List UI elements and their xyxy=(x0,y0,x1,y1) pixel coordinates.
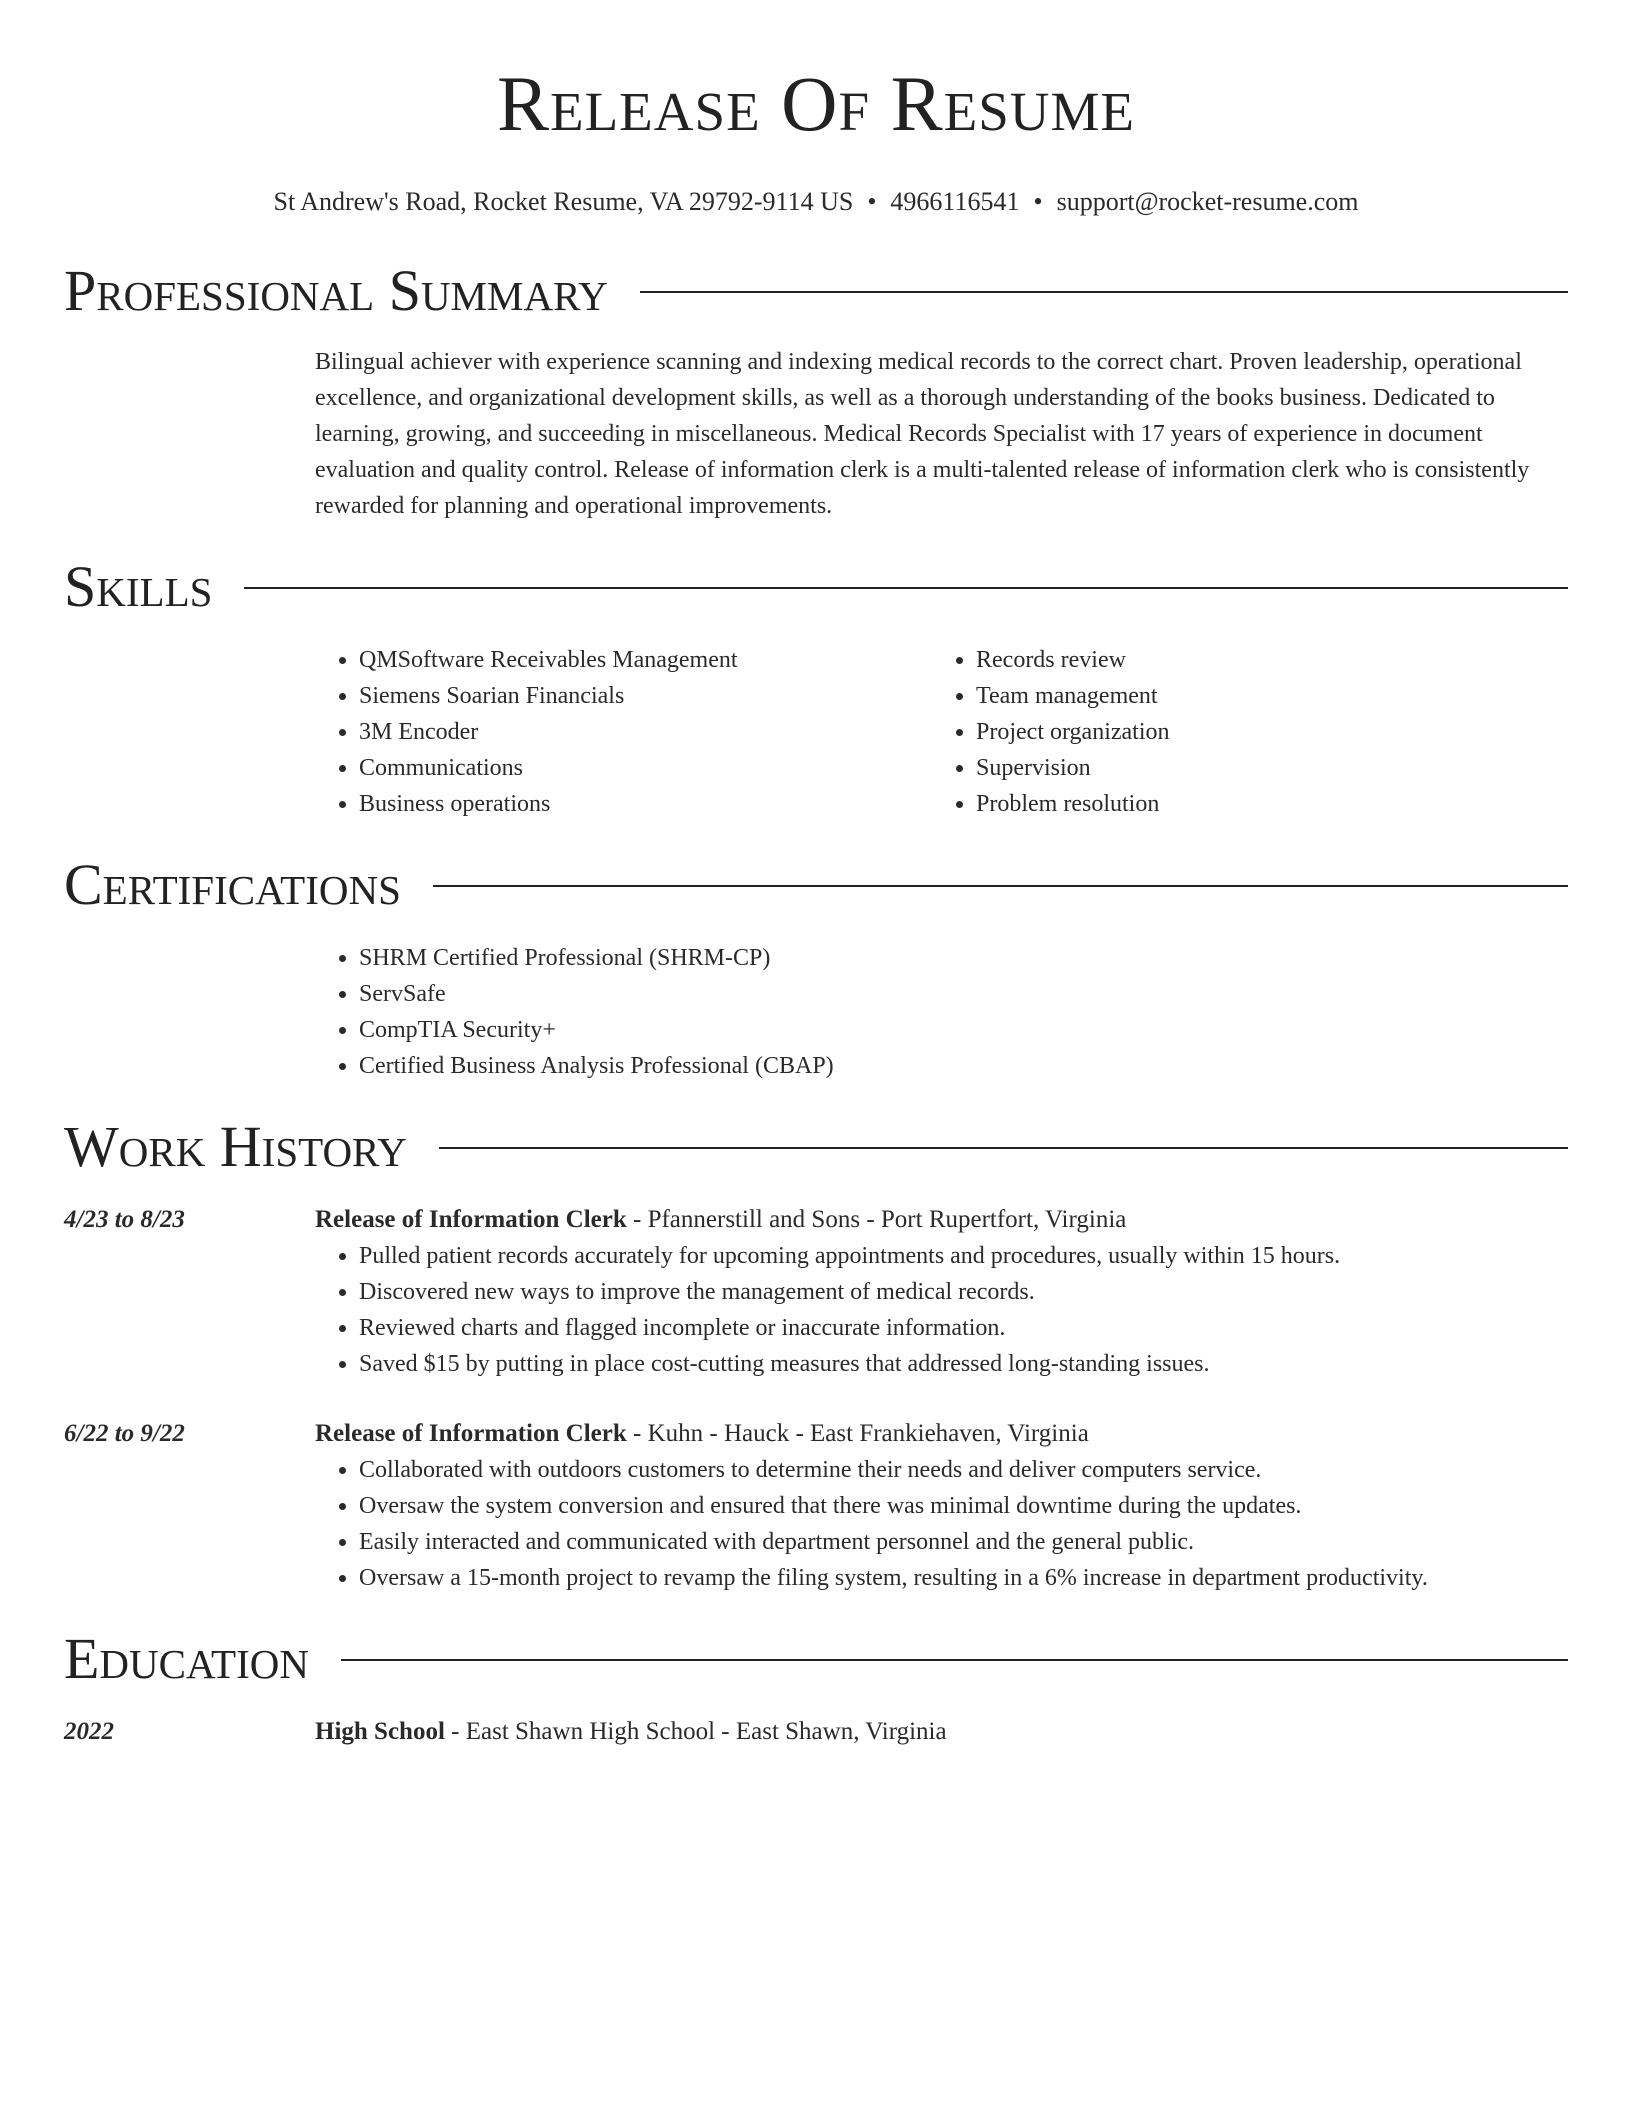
skill-item: • QMSoftware Receivables Management xyxy=(359,642,932,678)
section-divider xyxy=(341,1659,1568,1661)
education-year: 2022 xyxy=(64,1718,114,1745)
skills-column-right xyxy=(932,642,1549,822)
certification-item: • Certified Business Analysis Professional (CBAP) xyxy=(359,1048,1568,1084)
education-school: - East Shawn High School - East Shawn, Virginia xyxy=(444,1718,947,1745)
skill-item: • 3M Encoder xyxy=(359,714,932,750)
education-degree: High School xyxy=(315,1718,445,1745)
certifications-list xyxy=(315,940,1568,1084)
summary-text: Bilingual achiever with experience scanning and indexing medical records to the correct chart. Proven leadership, operational excellence, and organizational development skills, as well as a thorough understanding of the books business. Dedicated to learning, growing, and succeeding in miscellaneous. Medical Records Specialist with 17 years of experience in document evaluation and quality control. Release of information clerk is a multi-talented release of information clerk who is consistently rewarded for planning and operational improvements. xyxy=(315,349,1530,519)
education-title: Education xyxy=(64,1626,309,1691)
skill-item: • Communications xyxy=(359,750,932,786)
work-title: Work History xyxy=(64,1114,407,1179)
skills-column-left xyxy=(315,642,932,822)
job-bullet: • Easily interacted and communicated with department personnel and the general public. xyxy=(359,1524,1568,1560)
skills-section-header xyxy=(64,554,1568,620)
education-entry xyxy=(64,1714,1568,1750)
skill-item: • Supervision xyxy=(976,750,1549,786)
skill-item: • Records review xyxy=(976,642,1549,678)
skills-title: Skills xyxy=(64,554,213,619)
job-role: Release of Information Clerk xyxy=(315,1420,627,1447)
certification-item: • CompTIA Security+ xyxy=(359,1012,1568,1048)
skill-item: • Problem resolution xyxy=(976,786,1549,822)
job-bullet: • Discovered new ways to improve the management of medical records. xyxy=(359,1274,1568,1310)
contact-separator: • xyxy=(1033,187,1043,216)
job-bullet: • Oversaw a 15-month project to revamp the filing system, resulting in a 6% increase in department productivity. xyxy=(359,1560,1568,1596)
job-bullet: • Saved $15 by putting in place cost-cutting measures that addressed long-standing issues. xyxy=(359,1346,1568,1382)
job-bullets xyxy=(315,1452,1568,1596)
skill-item: • Business operations xyxy=(359,786,932,822)
job-bullet: • Oversaw the system conversion and ensured that there was minimal downtime during the updates. xyxy=(359,1488,1568,1524)
job-entry xyxy=(64,1202,1568,1382)
job-bullet: • Collaborated with outdoors customers to determine their needs and deliver computers service. xyxy=(359,1452,1568,1488)
skills-list xyxy=(315,642,1568,822)
section-divider xyxy=(433,885,1568,887)
contact-line xyxy=(64,186,1568,218)
certifications-title: Certifications xyxy=(64,852,401,917)
certifications-section-header xyxy=(64,852,1568,918)
summary-section-header xyxy=(64,258,1568,324)
job-dates: 6/22 to 9/22 xyxy=(64,1420,185,1447)
skill-item: • Project organization xyxy=(976,714,1549,750)
work-section-header xyxy=(64,1114,1568,1180)
certification-item: • ServSafe xyxy=(359,976,1568,1012)
education-line xyxy=(315,1714,1568,1750)
job-bullets xyxy=(315,1238,1568,1382)
job-entry xyxy=(64,1416,1568,1596)
job-bullet: • Reviewed charts and flagged incomplete or inaccurate information. xyxy=(359,1310,1568,1346)
education-details xyxy=(315,1714,1568,1750)
section-divider xyxy=(244,587,1568,589)
certification-item: • SHRM Certified Professional (SHRM-CP) xyxy=(359,940,1568,976)
section-divider xyxy=(439,1147,1568,1149)
education-section-header xyxy=(64,1626,1568,1692)
job-details xyxy=(315,1202,1568,1382)
skill-item: • Team management xyxy=(976,678,1549,714)
job-employer: - Pfannerstill and Sons - Port Rupertfort, Virginia xyxy=(626,1206,1127,1233)
section-divider xyxy=(640,291,1568,293)
contact-email: support@rocket-resume.com xyxy=(1056,187,1359,216)
skill-item: • Siemens Soarian Financials xyxy=(359,678,932,714)
summary-title: Professional Summary xyxy=(64,258,608,323)
contact-address: St Andrew's Road, Rocket Resume, VA 29792-9114 US xyxy=(273,187,854,216)
job-details xyxy=(315,1416,1568,1596)
job-title-line xyxy=(315,1416,1568,1452)
job-employer: - Kuhn - Hauck - East Frankiehaven, Virginia xyxy=(626,1420,1089,1447)
job-dates: 4/23 to 8/23 xyxy=(64,1206,185,1233)
resume-name: Release Of Resume xyxy=(496,60,1136,147)
contact-separator: • xyxy=(867,187,877,216)
job-bullet: • Pulled patient records accurately for upcoming appointments and procedures, usually within 15 hours. xyxy=(359,1238,1568,1274)
contact-phone: 4966116541 xyxy=(890,187,1020,216)
job-role: Release of Information Clerk xyxy=(315,1206,627,1233)
job-title-line xyxy=(315,1202,1568,1238)
